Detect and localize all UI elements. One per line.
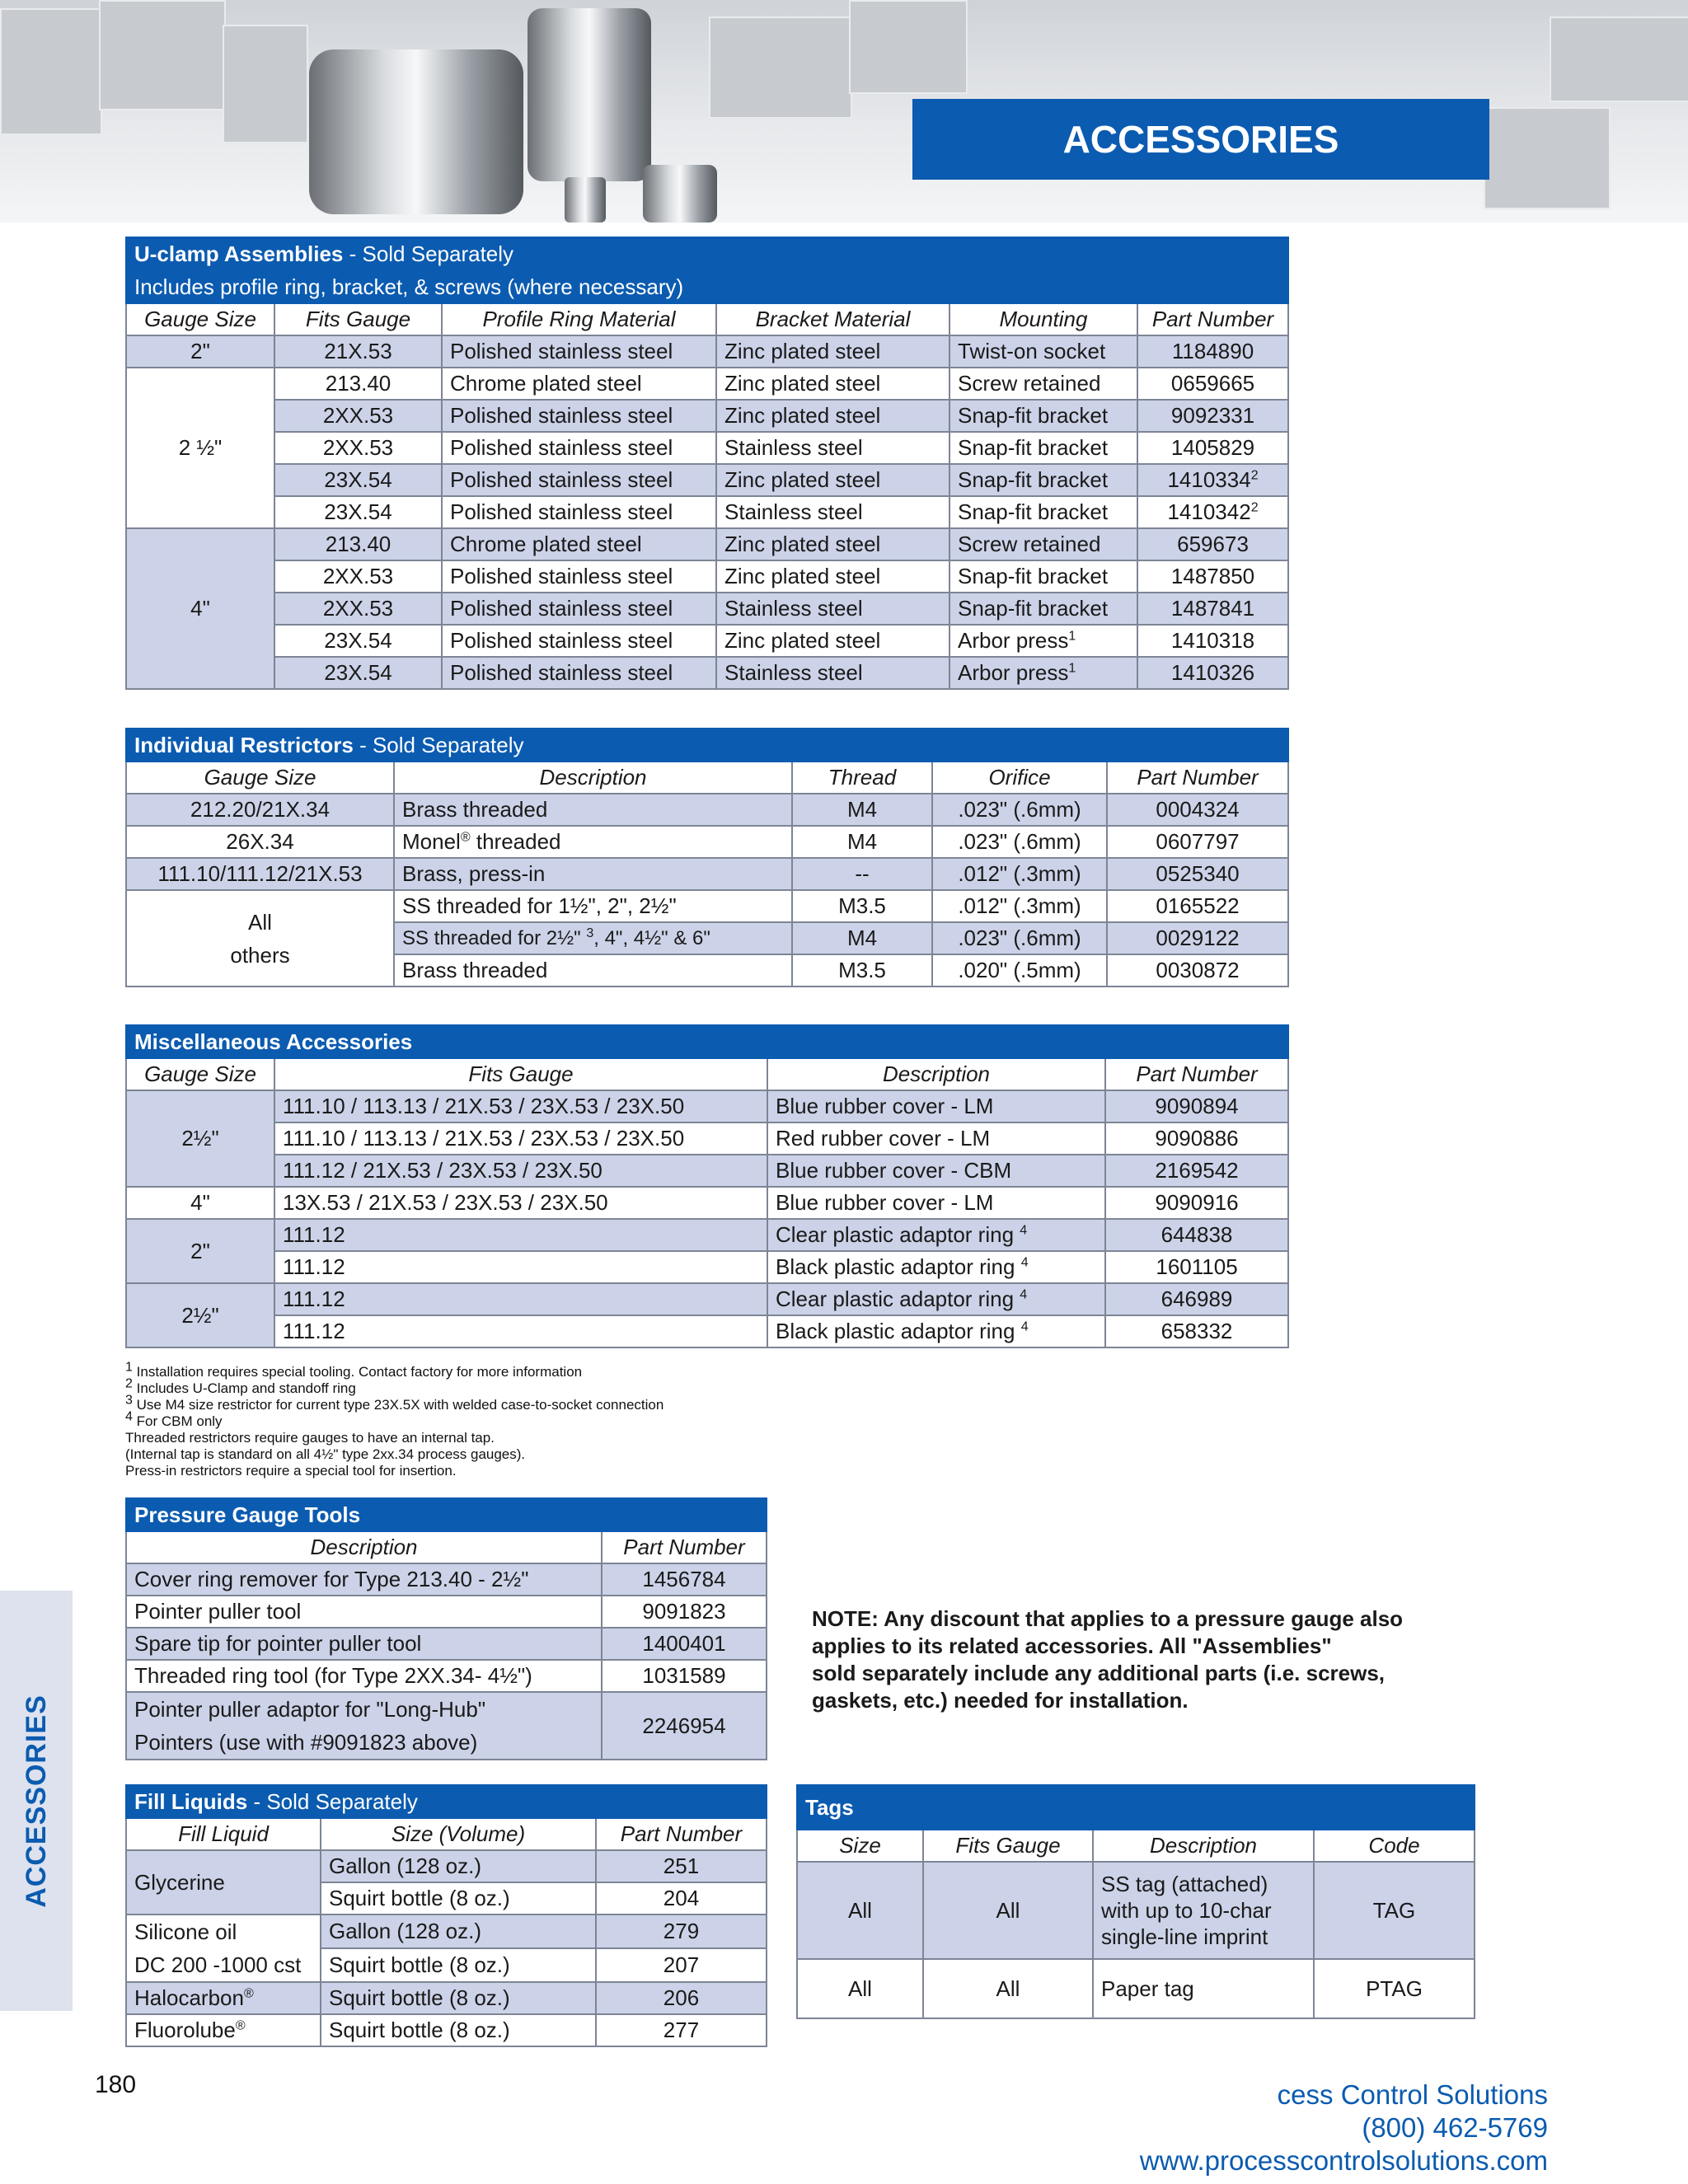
table-row: 212.20/21X.34 Brass threaded M4 .023" (.6mm) 0004324 xyxy=(126,794,1288,826)
table-row: All others SS threaded for 1½", 2", 2½" M3.5 .012" (.3mm) 0165522 xyxy=(126,890,1288,922)
table-row: 26X.34 Monel® threaded M4 .023" (.6mm) 0607797 xyxy=(126,826,1288,858)
company-name: cess Control Solutions xyxy=(1277,2079,1548,2110)
individual-restrictors-table xyxy=(125,728,1289,987)
table-row: 23X.54 Polished stainless steel Stainless steel Snap-fit bracket 1410342$^2$ xyxy=(126,496,1288,528)
table-row: 111.12 / 21X.53 / 23X.53 / 23X.50 Blue rubber cover - CBM 2169542 xyxy=(126,1155,1288,1187)
table-header-row: Gauge Size Fits Gauge Profile Ring Material Bracket Material Mounting Part Number xyxy=(126,303,1288,335)
table-header-row: Description Part Number xyxy=(126,1531,767,1563)
table-row: 111.12 Black plastic adaptor ring $^4$ 658332 xyxy=(126,1315,1288,1347)
footnote: $^1$ Installation requires special tooling. Contact factory for more information xyxy=(125,1360,583,1380)
uclamp-title: U-clamp Assemblies - Sold Separately xyxy=(126,237,1288,270)
website-link[interactable]: www.processcontrolsolutions.com xyxy=(1139,2145,1548,2176)
table-row: 2" 111.12 Clear plastic adaptor ring $^4$ 644838 xyxy=(126,1219,1288,1251)
footnote: $^2$ Includes U-Clamp and standoff ring xyxy=(125,1376,356,1396)
table-row: Fluorolube® Squirt bottle (8 oz.) 277 xyxy=(126,2014,767,2046)
tools-title: Pressure Gauge Tools xyxy=(126,1498,767,1531)
footnote: $^4$ For CBM only xyxy=(125,1409,223,1429)
table-row: 2½" 111.10 / 113.13 / 21X.53 / 23X.53 / 23X.50 Blue rubber cover - LM 9090894 xyxy=(126,1090,1288,1122)
table-header-row: Gauge Size Description Thread Orifice Part Number xyxy=(126,762,1288,794)
table-row: SS threaded for 2½" $^3$, 4", 4½" & 6" M4 .023" (.6mm) 0029122 xyxy=(126,922,1288,954)
table-row: Squirt bottle (8 oz.) 204 xyxy=(126,1882,767,1915)
table-row: 23X.54 Polished stainless steel Stainless steel Arbor press$^1$ 1410326 xyxy=(126,657,1288,689)
table-row: 111.10/111.12/21X.53 Brass, press-in -- .012" (.3mm) 0525340 xyxy=(126,858,1288,890)
table-row: 2XX.53 Polished stainless steel Zinc plated steel Snap-fit bracket 9092331 xyxy=(126,400,1288,432)
tags-table xyxy=(796,1784,1475,2019)
table-row: 2XX.53 Polished stainless steel Stainless steel Snap-fit bracket 1405829 xyxy=(126,432,1288,464)
page-number: 180 xyxy=(95,2071,137,2098)
footnote: $^3$ Use M4 size restrictor for current type 23X.5X with welded case-to-socket connection xyxy=(125,1393,664,1413)
table-row: 23X.54 Polished stainless steel Zinc plated steel Arbor press$^1$ 1410318 xyxy=(126,625,1288,657)
uclamp-subtitle: Includes profile ring, bracket, & screws (where necessary) xyxy=(126,270,1288,303)
table-row: 2XX.53 Polished stainless steel Zinc plated steel Snap-fit bracket 1487850 xyxy=(126,560,1288,593)
table-row: 4" 213.40 Chrome plated steel Zinc plated steel Screw retained 659673 xyxy=(126,528,1288,560)
footnote: Press-in restrictors require a special tool for insertion. xyxy=(125,1463,457,1479)
table-row: Silicone oil DC 200 -1000 cst Gallon (128 oz.) 279 xyxy=(126,1915,767,1948)
table-row: 111.12 Black plastic adaptor ring $^4$ 1601105 xyxy=(126,1251,1288,1283)
table-row: 23X.54 Polished stainless steel Zinc plated steel Snap-fit bracket 1410334$^2$ xyxy=(126,464,1288,496)
fill-title: Fill Liquids - Sold Separately xyxy=(126,1785,767,1818)
hex-adapter-image xyxy=(528,8,651,181)
table-header-row: Fill Liquid Size (Volume) Part Number xyxy=(126,1818,767,1850)
table-row: All All Paper tag PTAG xyxy=(797,1959,1475,2018)
table-header-row: Size Fits Gauge Description Code xyxy=(797,1830,1475,1862)
table-row: Cover ring remover for Type 213.40 - 2½" 1456784 xyxy=(126,1563,767,1596)
footnotes xyxy=(125,1360,867,1479)
contact-info xyxy=(1140,2079,1548,2177)
tags-title: Tags xyxy=(797,1785,1475,1830)
table-row: 2" 21X.53 Polished stainless steel Zinc plated steel Twist-on socket 1184890 xyxy=(126,335,1288,368)
pressure-gauge-tools-table xyxy=(125,1497,767,1760)
table-row: Brass threaded M3.5 .020" (.5mm) 0030872 xyxy=(126,954,1288,987)
pipe-fitting-image xyxy=(309,49,523,214)
fill-liquids-table xyxy=(125,1784,767,2047)
miscellaneous-accessories-table xyxy=(125,1024,1289,1348)
table-row: 4" 13X.53 / 21X.53 / 23X.53 / 23X.50 Blue rubber cover - LM 9090916 xyxy=(126,1187,1288,1219)
table-row: All All SS tag (attached) with up to 10-char single-line imprint TAG xyxy=(797,1862,1475,1959)
footnote: (Internal tap is standard on all 4½" type 2xx.34 process gauges). xyxy=(125,1446,526,1462)
table-row: 111.10 / 113.13 / 21X.53 / 23X.53 / 23X.50 Red rubber cover - LM 9090886 xyxy=(126,1122,1288,1155)
table-row: Threaded ring tool (for Type 2XX.34- 4½") 1031589 xyxy=(126,1660,767,1692)
side-tab-label: ACCESSORIES xyxy=(20,1694,52,1908)
table-row: Squirt bottle (8 oz.) 207 xyxy=(126,1948,767,1982)
table-row: Pointer puller tool 9091823 xyxy=(126,1596,767,1628)
restrictors-title: Individual Restrictors - Sold Separately xyxy=(126,729,1288,762)
side-tab xyxy=(0,1591,73,2011)
table-row: 2½" 111.12 Clear plastic adaptor ring $^4$ 646989 xyxy=(126,1283,1288,1315)
table-row: Pointer puller adaptor for "Long-Hub" Pointers (use with #9091823 above) 2246954 xyxy=(126,1692,767,1760)
table-header-row: Gauge Size Fits Gauge Description Part Number xyxy=(126,1058,1288,1090)
footnote: Threaded restrictors require gauges to have an internal tap. xyxy=(125,1430,495,1446)
table-row: 2XX.53 Polished stainless steel Stainless steel Snap-fit bracket 1487841 xyxy=(126,593,1288,625)
phone-number: (800) 462-5769 xyxy=(1362,2112,1548,2143)
table-row: Spare tip for pointer puller tool 1400401 xyxy=(126,1628,767,1660)
uclamp-assemblies-table xyxy=(125,237,1289,690)
restrictor-pins-image xyxy=(643,165,717,223)
discount-note: NOTE: Any discount that applies to a pressure gauge also applies to its related accessories. All "Assemblies" sold separately include any additional parts (i.e. screws, gaskets, etc.) needed for installation. xyxy=(812,1606,1404,1713)
page-title: ACCESSORIES xyxy=(912,99,1489,180)
table-row: 2 ½" 213.40 Chrome plated steel Zinc plated steel Screw retained 0659665 xyxy=(126,368,1288,400)
table-row: Glycerine Gallon (128 oz.) 251 xyxy=(126,1850,767,1882)
table-row: Halocarbon® Squirt bottle (8 oz.) 206 xyxy=(126,1982,767,2014)
misc-title: Miscellaneous Accessories xyxy=(126,1025,1288,1058)
